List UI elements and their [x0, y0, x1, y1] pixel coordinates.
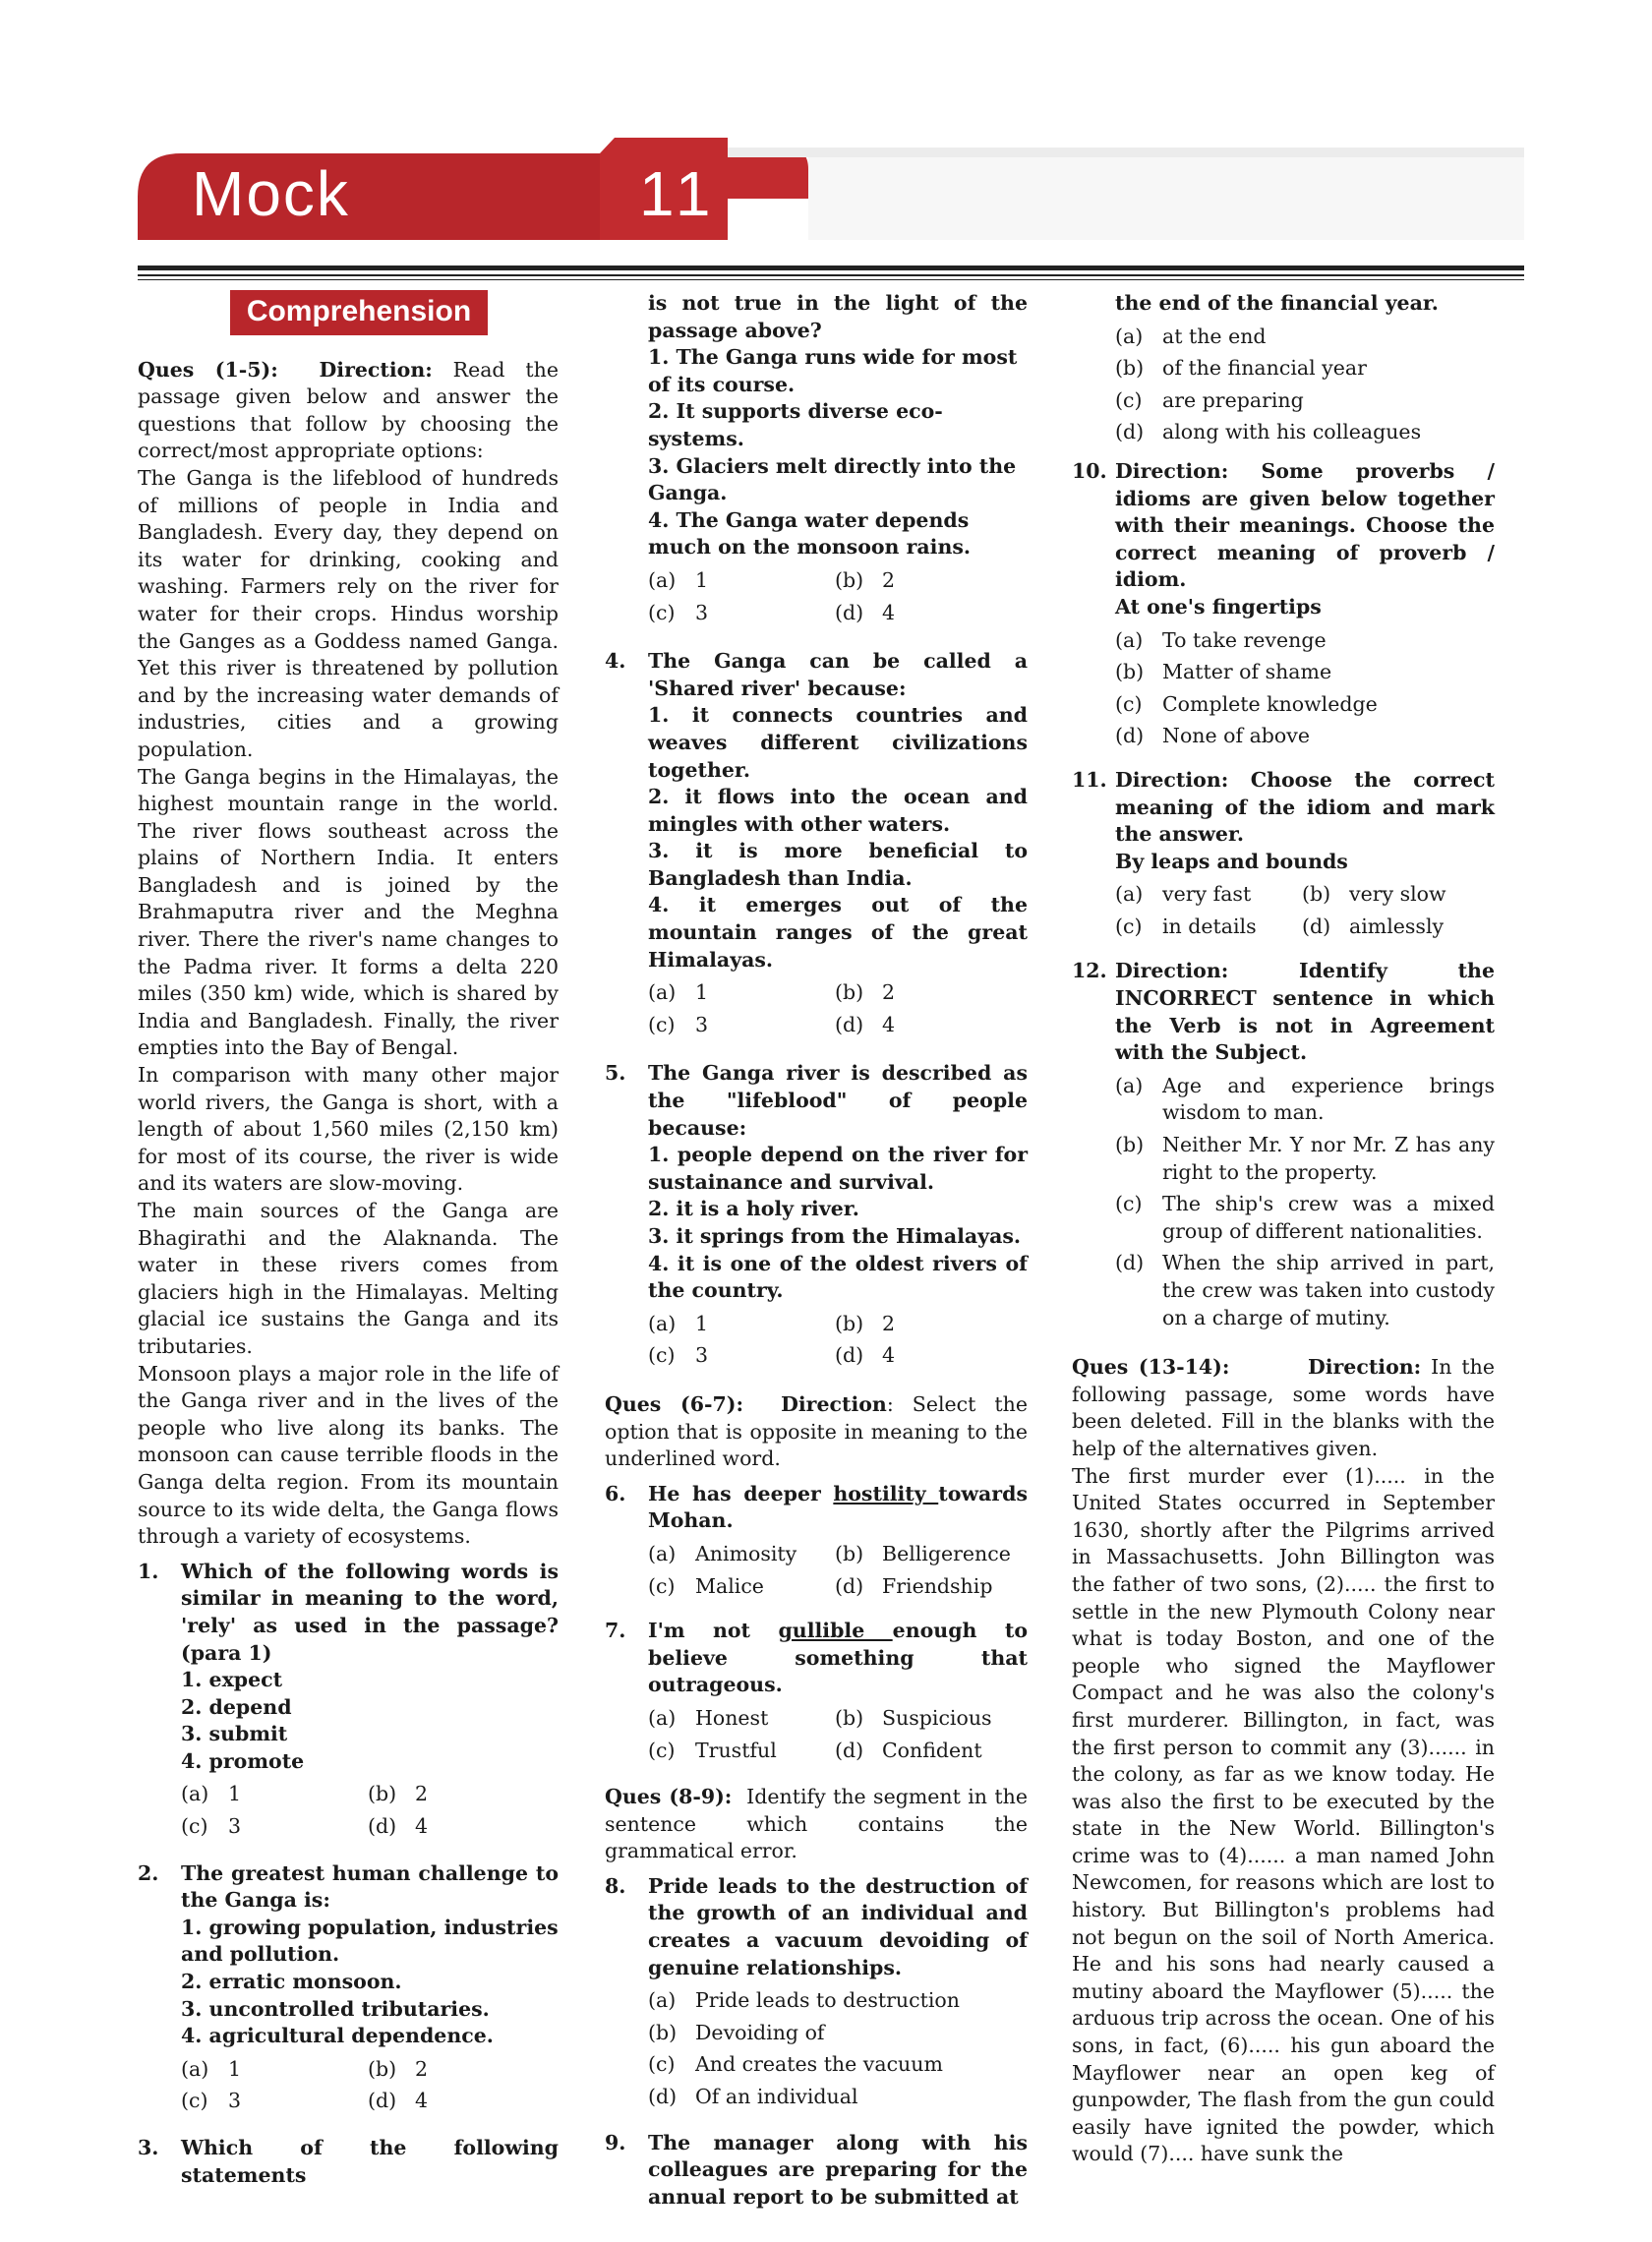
- header-rule-thin: [138, 279, 1524, 280]
- statement: 4. agricultural dependence.: [181, 2024, 494, 2048]
- question-5: [605, 1060, 1028, 1370]
- option-c[interactable]: (c) 3: [181, 2089, 242, 2113]
- ques-range-label: Ques (1-5):: [138, 357, 278, 382]
- option-a[interactable]: (a) Honest: [648, 1705, 769, 1730]
- question-number: 10.: [1072, 458, 1107, 483]
- question-number: 12.: [1072, 959, 1107, 983]
- passage-paragraph: The Ganga is the lifeblood of hundreds of millions of people in India and Bangladesh. Every day, they depend on its water for drinking, cooking and washing. Farmers rely on the river for water for their crops. Hindus worship the Ganges as a Goddess named Ganga. Yet this river is threatened by pollution and by the increasing water demands of industries, cities and a growing population.: [138, 465, 559, 761]
- question-number: 5.: [605, 1061, 626, 1086]
- section-heading: Comprehension: [230, 290, 488, 335]
- question-text: The Ganga river is described as the "lifeblood" of people because:: [648, 1061, 1028, 1140]
- intro-direction: [138, 357, 559, 465]
- option-d[interactable]: (d) Friendship: [835, 1573, 993, 1598]
- direction-text: Identify the segment in the sentence which contains the grammatical error.: [605, 1785, 1028, 1863]
- option-c[interactable]: (c) 3: [648, 1343, 709, 1368]
- question-text: Direction: Some proverbs / idioms are given below together with their meanings. Choose the correct meaning of proverb / idiom.: [1115, 458, 1495, 592]
- option-c[interactable]: (c) 3: [648, 1012, 709, 1036]
- option-d[interactable]: (d) 4: [368, 1814, 429, 1839]
- question-number: 9.: [605, 2130, 626, 2154]
- statement: 1. expect: [181, 1668, 283, 1692]
- header-rule-thick: [138, 266, 1524, 270]
- question-4: [605, 648, 1028, 1038]
- question-number: 7.: [605, 1619, 626, 1643]
- option-b[interactable]: (b) 2: [835, 980, 896, 1005]
- option-b[interactable]: (b) Belligerence: [835, 1541, 1011, 1565]
- option-d[interactable]: (d) 4: [368, 2089, 429, 2113]
- passage-paragraph: The Ganga begins in the Himalayas, the highest mountain range in the world. The river flows southeast across the plains of Northern India. It enters Bangladesh and is joined by the Brahmaputra river and the Meghna river. There the river's name changes to the Padma river. It forms a delta 220 miles (350 km) wide, which is shared by India and Bangladesh. Finally, the river empties into the Bay of Bengal.: [138, 764, 559, 1060]
- question-text: The greatest human challenge to the Ganga is:: [181, 1860, 559, 1913]
- question-number: 4.: [605, 649, 626, 674]
- option-b[interactable]: (b) 2: [835, 567, 896, 592]
- question-9: [605, 2130, 1028, 2212]
- underlined-word: gullible: [778, 1619, 893, 1643]
- question-text: The manager along with his colleagues are preparing for the annual report to be submitted at: [648, 2130, 1028, 2209]
- question-number: 6.: [605, 1481, 626, 1505]
- question-number: 3.: [138, 2136, 159, 2159]
- option-c[interactable]: (c) 3: [181, 1814, 242, 1839]
- direction-label: Direction: [781, 1391, 887, 1416]
- question-6: [605, 1481, 1028, 1600]
- idiom-phrase: At one's fingertips: [1115, 594, 1322, 619]
- option-d[interactable]: (d) Of an individual: [648, 2085, 858, 2109]
- option-a[interactable]: (a) 1: [648, 980, 709, 1005]
- underlined-word: hostility: [833, 1481, 939, 1505]
- question-7: [605, 1618, 1028, 1764]
- passage-paragraph: Monsoon plays a major role in the life of the Ganga river and in the lives of the people who live along its banks. The monsoon can cause terrible floods in the Ganga delta region. From its mountain source to its wide delta, the Ganga flows through a variety of ecosystems.: [138, 1361, 559, 1549]
- ques-8-9-direction: [605, 1784, 1028, 1865]
- option-d[interactable]: (d) along with his colleagues: [1115, 420, 1422, 444]
- column-2: [605, 290, 1028, 2211]
- header-rule-mid: [138, 274, 1524, 276]
- direction-text: Read the passage given below and answer the questions that follow by choosing the correct/most appropriate options:: [138, 357, 559, 463]
- question-text: The Ganga can be called a 'Shared river' because:: [648, 649, 1028, 700]
- option-a[interactable]: (a) very fast: [1115, 882, 1252, 907]
- option-d[interactable]: (d) 4: [835, 1343, 896, 1368]
- ques-range-label: Ques (8-9):: [605, 1785, 733, 1809]
- question-8: [605, 1873, 1028, 2116]
- direction-text: In the following passage, some words have been deleted. Fill in the blanks with the help of the alternatives given.: [1072, 1355, 1495, 1460]
- statement: 1. growing population, industries and pollution.: [181, 1915, 559, 1967]
- column-1: [138, 290, 559, 2189]
- statement: 4. it is one of the oldest rivers of the country.: [648, 1251, 1028, 1303]
- statement: 2. It supports diverse eco-systems.: [648, 399, 943, 450]
- option-d[interactable]: (d) None of above: [1115, 724, 1310, 748]
- ques-range-label: Ques (13-14):: [1072, 1355, 1230, 1380]
- question-text-continued: the end of the financial year.: [1115, 291, 1439, 315]
- ques-6-7-direction: [605, 1391, 1028, 1473]
- question-1: [138, 1559, 559, 1841]
- passage-paragraph: The main sources of the Ganga are Bhagirathi and the Alaknanda. The water in these rivers comes from glaciers high in the Himalayas. Melting glacial ice sustains the Ganga and its tributaries.: [138, 1199, 559, 1358]
- statement: 3. Glaciers melt directly into the Ganga.: [648, 453, 1017, 505]
- statement: 2. it is a holy river.: [648, 1197, 859, 1221]
- statement: 4. it emerges out of the mountain ranges of the great Himalayas.: [648, 893, 1028, 972]
- question-text-continued: is not true in the light of the passage above?: [648, 291, 1028, 342]
- direction-label: Direction:: [1307, 1355, 1422, 1380]
- option-b[interactable]: (b) of the financial year: [1115, 356, 1367, 381]
- option-b[interactable]: (b) Neither Mr. Y nor Mr. Z has any right to the property.: [1115, 1133, 1495, 1184]
- option-a[interactable]: (a) Age and experience brings wisdom to man.: [1115, 1073, 1495, 1125]
- question-text: Direction: Choose the correct meaning of the idiom and mark the answer.: [1115, 767, 1495, 847]
- option-c[interactable]: (c) Complete knowledge: [1115, 691, 1378, 716]
- option-d[interactable]: (d) aimlessly: [1302, 914, 1445, 938]
- option-d[interactable]: (d) 4: [835, 600, 896, 624]
- question-3: [138, 2135, 559, 2189]
- option-b[interactable]: (b) Suspicious: [835, 1705, 992, 1730]
- statement: 1. it connects countries and weaves different civilizations together.: [648, 703, 1028, 782]
- question-text: Pride leads to the destruction of the growth of an individual and creates a vacuum devoiding of genuine relationships.: [648, 1873, 1028, 1979]
- option-b[interactable]: (b) 2: [368, 2056, 429, 2081]
- question-11: [1072, 767, 1495, 941]
- question-10: [1072, 458, 1495, 755]
- banner-title: Mock: [192, 158, 350, 229]
- option-a[interactable]: (a) To take revenge: [1115, 627, 1327, 652]
- option-c[interactable]: (c) 3: [648, 600, 709, 624]
- option-d[interactable]: (d) When the ship arrived in part, the crew was taken into custody on a charge of mutiny.: [1115, 1251, 1495, 1329]
- option-c[interactable]: (c) The ship's crew was a mixed group of different nationalities.: [1115, 1192, 1495, 1243]
- option-a[interactable]: (a) Pride leads to destruction: [648, 1988, 960, 2013]
- passage-paragraph: In comparison with many other major world rivers, the Ganga is short, with a length of about 1,560 miles (2,150 km) for most of its course, the river is wide and its waters are slow-moving.: [138, 1063, 559, 1196]
- question-number: 1.: [138, 1559, 159, 1583]
- question-text: He has deeper hostility towards Mohan.: [648, 1481, 1028, 1533]
- statement: 4. promote: [181, 1748, 305, 1773]
- option-c[interactable]: (c) Malice: [648, 1573, 764, 1598]
- statement: 2. erratic monsoon.: [181, 1970, 402, 1994]
- direction-text: : Select the option that is opposite in meaning to the underlined word.: [605, 1391, 1028, 1471]
- question-2: [138, 1860, 559, 2115]
- option-a[interactable]: (a) Animosity: [648, 1541, 797, 1565]
- option-a[interactable]: (a) 1: [648, 1311, 709, 1335]
- cloze-passage: The first murder ever (1)..... in the United States occurred in September 1630, shortly after the Pilgrims arrived in Massachusetts. John Billington was the father of two sons, (2)..... the first to settle in the new Plymouth Colony near what is today Boston, and one of the people who signed the Mayflower Compact and he was also the colony's first murderer. Billington, in fact, was the first person to commit any (3)...... in the colony, as far as we know today. He was also the first to be executed by the state in the New World. Billington's crime was to (4)...... a man named John Newcomen, for reasons which are lost to history. But Billington's problems had not begun on the soil of North America. He and his sons had nearly caused a mutiny aboard the Mayflower (5)..... the arduous trip across the ocean. One of his sons, in fact, (6)..... his gun aboard the Mayflower near an open keg of gunpowder, The flash from the gun could easily have ignited the powder, which would (7).... have sunk the: [1072, 1463, 1495, 2166]
- option-b[interactable]: (b) Matter of shame: [1115, 660, 1332, 684]
- question-text: Direction: Identify the INCORRECT sentence in which the Verb is not in Agreement with the Subject.: [1115, 959, 1495, 1065]
- idiom-phrase: By leaps and bounds: [1115, 849, 1348, 873]
- option-b[interactable]: (b) very slow: [1302, 882, 1446, 907]
- option-d[interactable]: (d) Confident: [835, 1738, 982, 1762]
- option-b[interactable]: (b) 2: [368, 1782, 429, 1806]
- ques-13-14-direction: [1072, 1354, 1495, 1462]
- statement: 3. submit: [181, 1722, 288, 1746]
- statement: 3. it springs from the Himalayas.: [648, 1224, 1022, 1248]
- question-12: [1072, 958, 1495, 1336]
- question-text: Which of the following statements: [181, 2136, 559, 2187]
- option-a[interactable]: (a) at the end: [1115, 324, 1267, 348]
- question-number: 2.: [138, 1860, 159, 1885]
- option-c[interactable]: (c) And creates the vacuum: [648, 2052, 943, 2077]
- statement: 2. it flows into the ocean and mingles with other waters.: [648, 785, 1028, 836]
- statement: 1. The Ganga runs wide for most of its course.: [648, 345, 1018, 396]
- question-text: I'm not gullible enough to believe something that outrageous.: [648, 1619, 1029, 1697]
- statement: 3. it is more beneficial to Bangladesh than India.: [648, 839, 1028, 890]
- question-text: Which of the following words is similar in meaning to the word, 'rely' as used in the passage? (para 1): [181, 1559, 559, 1665]
- option-c[interactable]: (c) are preparing: [1115, 387, 1304, 412]
- option-a[interactable]: (a) 1: [181, 2056, 242, 2081]
- banner-number: 11: [639, 158, 717, 229]
- option-a[interactable]: (a) 1: [181, 1782, 242, 1806]
- ques-range-label: Ques (6-7):: [605, 1391, 744, 1416]
- column-3: [1072, 290, 1495, 2168]
- option-c[interactable]: (c) in details: [1115, 914, 1257, 938]
- option-d[interactable]: (d) 4: [835, 1012, 896, 1036]
- option-a[interactable]: (a) 1: [648, 567, 709, 592]
- statement: 1. people depend on the river for sustainance and survival.: [648, 1143, 1028, 1194]
- option-c[interactable]: (c) Trustful: [648, 1738, 777, 1762]
- option-b[interactable]: (b) Devoiding of: [648, 2020, 825, 2044]
- statement: 3. uncontrolled tributaries.: [181, 1996, 490, 2021]
- question-number: 8.: [605, 1873, 626, 1898]
- direction-label: Direction:: [319, 357, 433, 382]
- option-b[interactable]: (b) 2: [835, 1311, 896, 1335]
- statement: 2. depend: [181, 1694, 292, 1719]
- statement: 4. The Ganga water depends much on the monsoon rains.: [648, 507, 972, 560]
- question-number: 11.: [1072, 767, 1107, 792]
